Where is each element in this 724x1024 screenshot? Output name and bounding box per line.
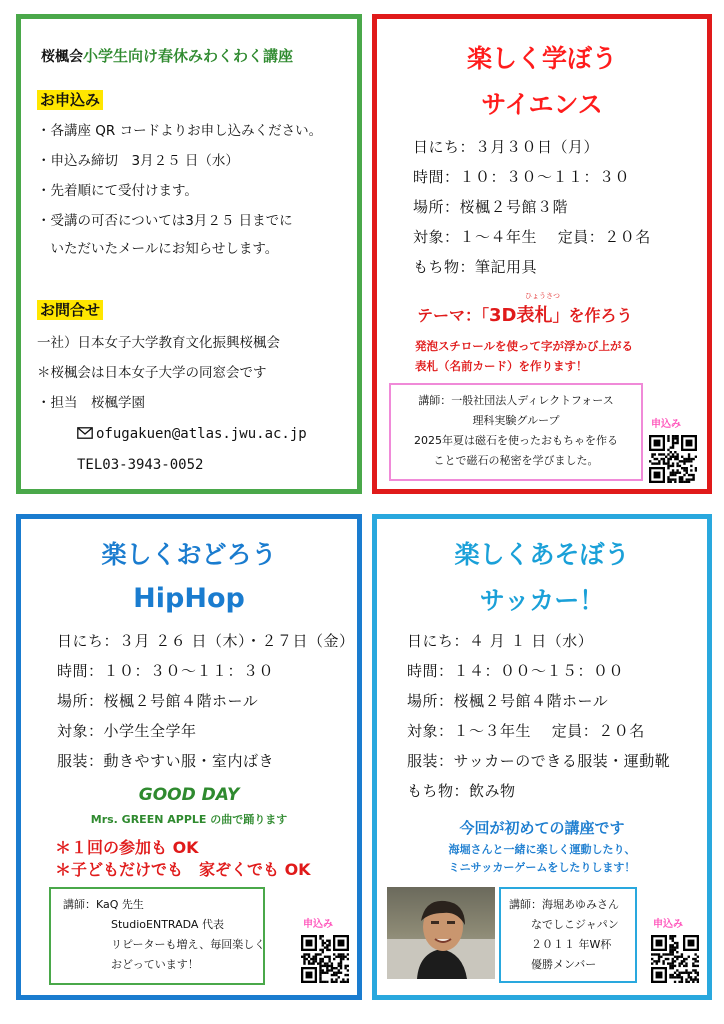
- soccer-instructor-line: 優勝メンバー: [531, 958, 597, 971]
- hiphop-instructor-line: 講師：KaQ 先生: [63, 898, 144, 911]
- hiphop-note: ＊１回の参加も OK: [55, 838, 199, 857]
- soccer-detail-line: 服装：サッカーのできる服装・運動靴: [407, 752, 671, 770]
- science-instructor-box: [389, 383, 643, 481]
- soccer-qr-label: 申込み: [653, 919, 683, 930]
- soccer-highlight: 今回が初めての講座です: [459, 819, 625, 837]
- hiphop-instructor-line: おどっています！: [111, 958, 199, 971]
- theme-ruby: ひょうさつ: [525, 292, 560, 300]
- soccer-panel: [372, 514, 712, 1000]
- science-detail-line: 日にち：３月３０日（月）: [413, 138, 600, 156]
- hiphop-note: ＊子どもだけでも 家ぞくでも OK: [55, 860, 311, 879]
- hiphop-title-2: HipHop: [133, 583, 245, 614]
- hiphop-detail-line: 日にち：３月 ２６ 日（木）・２７日（金）: [57, 632, 355, 650]
- soccer-instructor-line: ２０１１ 年W杯: [531, 938, 612, 951]
- apply-header-label: お申込み: [37, 90, 103, 110]
- hiphop-qr-code[interactable]: [301, 935, 349, 983]
- song-subtitle: Mrs. GREEN APPLE の曲で踊ります: [90, 813, 288, 826]
- course-series-title: [41, 45, 293, 66]
- soccer-detail-line: 場所：桜楓２号館４階ホール: [407, 692, 609, 710]
- science-instructor-line: 理科実験グループ: [472, 414, 560, 427]
- contact-line: ＊桜楓会は日本女子大学の同窓会です: [37, 365, 267, 381]
- contact-header-label: お問合せ: [37, 300, 103, 320]
- science-detail-line: もち物：筆記用具: [413, 258, 538, 276]
- theme-suffix: 」を作ろう: [552, 306, 633, 325]
- soccer-desc-line: 海堀さんと一緒に楽しく運動したり、: [448, 843, 636, 856]
- soccer-detail-line: もち物：飲み物: [407, 782, 516, 800]
- soccer-instructor-line: 講師：海堀あゆみさん: [509, 898, 619, 911]
- email-row: [77, 423, 307, 444]
- phone-number: TEL03-3943-0052: [77, 457, 204, 473]
- soccer-instructor-box: [499, 887, 637, 983]
- science-instructor-line: 2025年夏は磁石を使ったおもちゃを作る: [414, 434, 618, 447]
- hiphop-qr-label: 申込み: [303, 919, 333, 930]
- science-detail-line: 場所：桜楓２号館３階: [413, 198, 569, 216]
- apply-line: ・各講座 QR コードよりお申し込みください。: [37, 123, 323, 139]
- email-link[interactable]: ofugakuen@atlas.jwu.ac.jp: [96, 426, 307, 442]
- hiphop-detail-line: 服装：動きやすい服・室内ばき: [57, 752, 275, 770]
- theme-main: 3D表札: [489, 305, 553, 326]
- soccer-detail-line: 対象：１～３年生 定員：２０名: [407, 722, 645, 740]
- title-highlight: 小学生向け春休みわくわく講座: [83, 47, 294, 65]
- science-desc-line: 表札（名前カード）を作ります！: [415, 359, 588, 373]
- soccer-detail-line: 時間：１４：００～１５：００: [407, 662, 625, 680]
- soccer-title-2: サッカー！: [479, 586, 605, 615]
- title-prefix: 桜楓会: [41, 49, 83, 65]
- soccer-title-1: 楽しくあそぼう: [454, 540, 630, 569]
- hiphop-title-1: 楽しくおどろう: [101, 540, 277, 569]
- contact-line: 一社）日本女子大学教育文化振興桜楓会: [37, 335, 280, 351]
- apply-line: ・受講の可否については3月２５ 日までに: [37, 213, 293, 229]
- info-panel: [16, 14, 362, 494]
- science-instructor-line: ことで磁石の秘密を学びました。: [433, 454, 599, 467]
- hiphop-instructor-line: リピーターも増え、毎回楽しく: [111, 938, 266, 951]
- instructor-photo: [387, 887, 495, 979]
- science-desc-line: 発泡スチロールを使って字が浮かび上がる: [415, 339, 634, 353]
- apply-line: ・申込み締切 3月２５ 日（水）: [37, 153, 239, 169]
- soccer-desc-line: ミニサッカーゲームをしたりします！: [448, 861, 636, 874]
- contact-header: [37, 299, 103, 320]
- science-qr-code[interactable]: [649, 435, 697, 483]
- soccer-instructor-line: なでしこジャパン: [531, 918, 619, 931]
- science-panel: [372, 14, 712, 494]
- hiphop-detail-line: 場所：桜楓２号館４階ホール: [57, 692, 259, 710]
- apply-line: ・先着順にて受付けます。: [37, 183, 198, 199]
- science-theme: [417, 301, 633, 327]
- hiphop-detail-line: 対象：小学生全学年: [57, 722, 197, 740]
- hiphop-detail-line: 時間：１０：３０～１１：３０: [57, 662, 275, 680]
- science-instructor-line: 講師：一般社団法人ディレクトフォース: [418, 394, 614, 407]
- contact-line: ・担当 桜楓学園: [37, 395, 145, 411]
- science-detail-line: 対象：１～４年生 定員：２０名: [413, 228, 651, 246]
- theme-prefix: テーマ：「: [417, 306, 490, 325]
- apply-header: [37, 89, 103, 110]
- science-title-1: 楽しく学ぼう: [466, 44, 617, 73]
- hiphop-panel: [16, 514, 362, 1000]
- science-detail-line: 時間：１０：３０～１１：３０: [413, 168, 631, 186]
- mail-icon: [77, 424, 93, 443]
- hiphop-instructor-box: [49, 887, 265, 985]
- song-title: GOOD DAY: [138, 785, 240, 805]
- soccer-qr-code[interactable]: [651, 935, 699, 983]
- hiphop-instructor-line: StudioENTRADA 代表: [111, 918, 224, 931]
- apply-line: いただいたメールにお知らせします。: [37, 241, 279, 257]
- science-qr-label: 申込み: [651, 419, 681, 430]
- science-title-2: サイエンス: [481, 90, 603, 119]
- soccer-detail-line: 日にち：４ 月 １ 日（水）: [407, 632, 594, 650]
